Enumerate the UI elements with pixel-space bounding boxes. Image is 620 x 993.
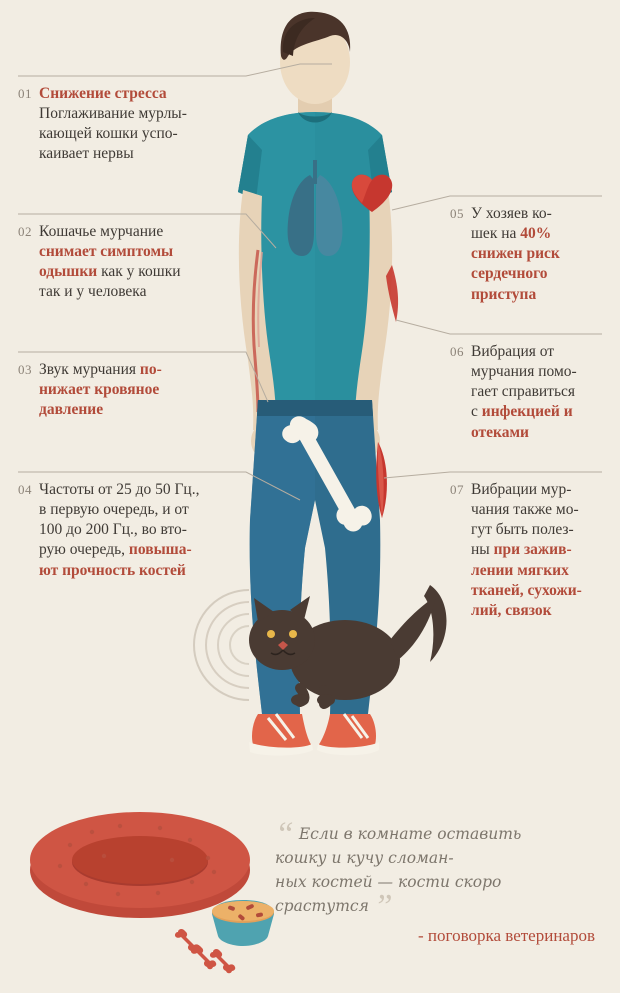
food-bowl: [212, 900, 274, 946]
veterinary-proverb-quote: [275, 816, 595, 946]
quote-close-mark: ”: [373, 888, 393, 926]
fact-text-04: Частоты от 25 до 50 Гц., в первую очередь, и от 100 до 200 Гц., во вто- рую очередь, повыша- ют прочность костей: [39, 481, 200, 579]
fact-item-07: [450, 480, 610, 621]
fact-text-05: У хозяев ко- шек на 40% снижен риск сердечного приступа: [471, 205, 560, 303]
fact-item-05: [450, 204, 610, 305]
quote-open-mark: “: [275, 816, 294, 853]
fact-item-01: [18, 84, 233, 165]
fact-item-06: [450, 342, 610, 443]
fact-item-04: [18, 480, 243, 581]
cat-bed: [30, 812, 250, 918]
fact-text-06: Вибрация от мурчания помо- гает справиться с инфекцией и отеками: [471, 343, 577, 441]
fact-number-01: 01: [18, 86, 32, 101]
quote-line-4: срастутся ”: [275, 888, 393, 926]
fact-number-05: 05: [450, 206, 464, 221]
quote-line-2: кошку и кучу сломан-: [275, 849, 454, 868]
fact-text-02: Кошачье мурчание снимает симптомы одышки как у кошки так и у человека: [39, 223, 181, 301]
fact-item-03: [18, 360, 233, 420]
fact-number-07: 07: [450, 482, 464, 497]
fact-text-07: Вибрации мур- чания также мо- гут быть полез- ны при зажив- лении мягких тканей, сухожи- лий, связок: [471, 481, 582, 619]
fact-text-01: Снижение стресса Поглаживание мурлы- кающей кошки успо- каивает нервы: [39, 85, 187, 163]
fact-number-06: 06: [450, 344, 464, 359]
fact-number-03: 03: [18, 362, 32, 377]
quote-line-1: “ Если в комнате оставить: [275, 816, 522, 853]
quote-source: - поговорка ветеринаров: [418, 926, 595, 946]
fact-text-03: Звук мурчания по- нижает кровяное давление: [39, 361, 162, 419]
fact-number-02: 02: [18, 224, 32, 239]
quote-line-3: ных костей — кости скоро: [275, 873, 502, 892]
fact-item-02: [18, 222, 233, 303]
fact-number-04: 04: [18, 482, 32, 497]
